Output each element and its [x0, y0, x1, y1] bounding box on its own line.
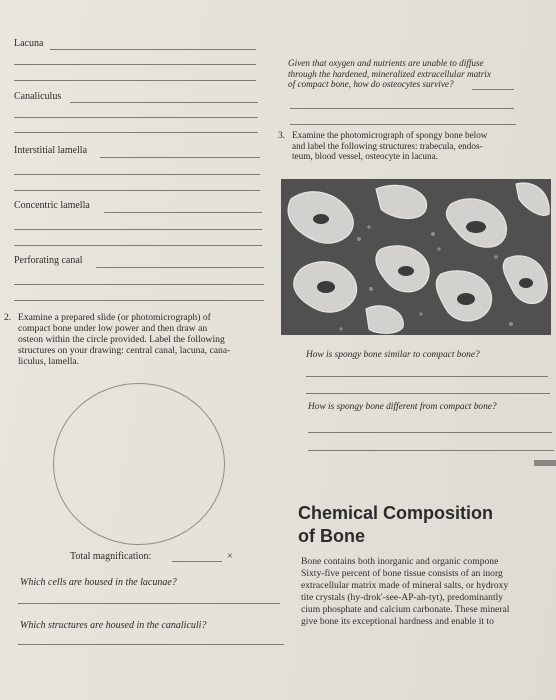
question-2-line: Examine a prepared slide (or photomicrograph) of [18, 312, 211, 323]
answer-line[interactable] [104, 212, 262, 213]
drawing-circle[interactable] [53, 383, 225, 545]
answer-line[interactable] [100, 157, 260, 158]
answer-line[interactable] [14, 174, 260, 175]
answer-line[interactable] [50, 49, 256, 50]
question-3-text [292, 130, 554, 162]
answer-line[interactable] [18, 644, 284, 645]
answer-line[interactable] [306, 393, 550, 394]
answer-line[interactable] [14, 117, 258, 118]
question-line: of compact bone, how do osteocytes survive? [288, 79, 454, 89]
answer-line[interactable] [290, 108, 514, 109]
section-heading-line: of Bone [298, 526, 365, 546]
answer-line[interactable] [472, 89, 514, 90]
answer-line[interactable] [14, 300, 264, 301]
term-interstitial-lamella: Interstitial lamella [14, 145, 88, 156]
term-concentric-lamella: Concentric lamella [14, 200, 90, 211]
question-2-text [18, 312, 268, 367]
section-body [301, 556, 556, 628]
page-edge-tab [534, 460, 556, 466]
question-2-line: osteon within the circle provided. Label the following [18, 334, 225, 345]
answer-line[interactable] [306, 376, 548, 377]
spongy-bone-photomicrograph [281, 179, 551, 335]
answer-line[interactable] [14, 190, 260, 191]
answer-line[interactable] [14, 64, 256, 65]
answer-line[interactable] [14, 245, 262, 246]
body-line: cium phosphate and calcium carbonate. These mineral [301, 604, 510, 615]
answer-line[interactable] [96, 267, 264, 268]
question-line: through the hardened, mineralized extracellular matrix [288, 68, 491, 79]
question-2-line: liculus, lamella. [18, 356, 80, 367]
question-spongy-different: How is spongy bone different from compact bone? [308, 402, 497, 412]
question-3-line: Examine the photomicrograph of spongy bone below [292, 130, 488, 140]
question-2-line: structures on your drawing: central canal, lacuna, cana- [18, 345, 231, 356]
answer-line[interactable] [308, 432, 552, 433]
answer-line[interactable] [290, 124, 516, 125]
question-2-number: 2. [4, 312, 12, 323]
body-line: Sixty-five percent of bone tissue consists of an inorg [301, 568, 503, 579]
question-canaliculi: Which structures are housed in the canaliculi? [20, 620, 207, 631]
question-3-line: teum, blood vessel, osteocyte in lacuna. [292, 151, 438, 161]
section-heading-line: Chemical Composition [298, 503, 494, 523]
body-line: give bone its exceptional hardness and enable it to [301, 616, 494, 627]
answer-line[interactable] [14, 284, 264, 285]
answer-line[interactable] [14, 132, 258, 133]
magnification-label: Total magnification: [70, 551, 152, 562]
section-heading [298, 502, 493, 548]
term-canaliculus: Canaliculus [14, 91, 62, 102]
answer-line[interactable] [18, 603, 280, 604]
body-line: Bone contains both inorganic and organic compone [301, 556, 499, 567]
question-3-number: 3. [278, 130, 286, 141]
term-perforating-canal: Perforating canal [14, 255, 83, 266]
question-line: Given that oxygen and nutrients are unable to diffuse [288, 58, 484, 68]
question-lacunae: Which cells are housed in the lacunae? [20, 577, 177, 588]
answer-line[interactable] [14, 80, 256, 81]
question-2-line: compact bone under low power and then draw an [18, 323, 208, 334]
magnification-answer-line[interactable] [172, 561, 222, 562]
times-symbol: × [227, 551, 233, 562]
answer-line[interactable] [14, 229, 262, 230]
question-3-line: and label the following structures: trabecula, endos- [292, 140, 483, 151]
answer-line[interactable] [70, 102, 258, 103]
answer-line[interactable] [308, 450, 554, 451]
body-line: extracellular matrix made of mineral salts, or hydroxy [301, 580, 509, 591]
question-osteocytes-survive [288, 58, 550, 90]
question-spongy-similar: How is spongy bone similar to compact bone? [306, 350, 480, 360]
body-line: tite crystals (hy-drok'-see-AP-ah-tyt), predominantly [301, 592, 504, 603]
term-lacuna: Lacuna [14, 38, 44, 49]
